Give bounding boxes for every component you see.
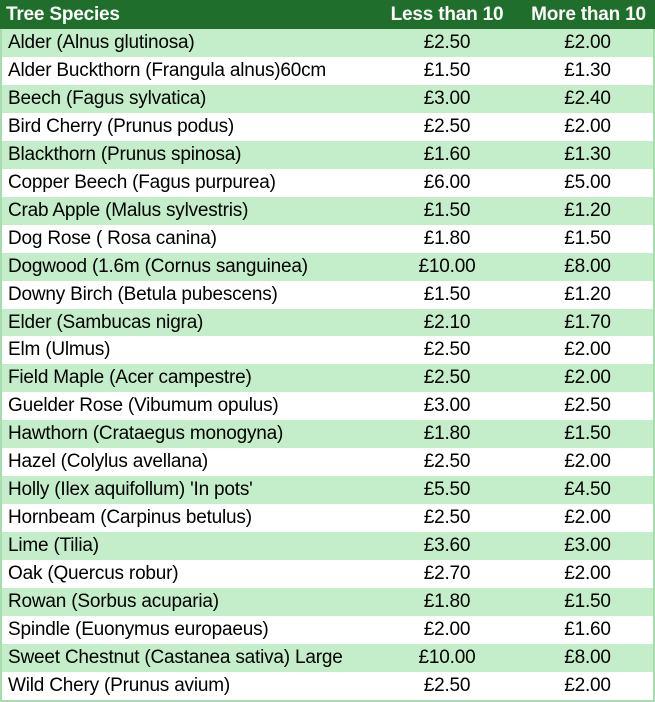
table-row: [2, 532, 653, 560]
table-row: [2, 57, 653, 85]
more-than-10-cell: £5.00: [564, 171, 611, 193]
table-row: [2, 113, 653, 141]
table-row: [2, 309, 653, 337]
less-than-10-cell: £3.00: [423, 87, 471, 109]
species-cell: Dogwood (1.6m (Cornus sanguinea): [8, 255, 308, 277]
less-than-10-cell: £10.00: [418, 255, 476, 277]
species-cell: Sweet Chestnut (Castanea sativa) Large: [8, 646, 343, 668]
table-row: [2, 392, 653, 420]
species-cell: Spindle (Euonymus europaeus): [8, 618, 269, 640]
table-row: [2, 336, 653, 364]
less-than-10-cell: £2.50: [423, 507, 471, 529]
species-cell: Rowan (Sorbus acuparia): [8, 591, 219, 613]
more-than-10-cell: £1.50: [564, 423, 611, 445]
table-row: [2, 141, 653, 169]
more-than-10-cell: £1.30: [564, 143, 611, 165]
less-than-10-cell: £1.50: [423, 283, 471, 305]
more-than-10-cell: £3.00: [564, 535, 611, 557]
species-cell: Dog Rose ( Rosa canina): [8, 227, 217, 249]
species-cell: Downy Birch (Betula pubescens): [8, 283, 278, 305]
table-row: [2, 253, 653, 281]
less-than-10-cell: £1.50: [423, 199, 471, 221]
species-cell: Alder (Alnus glutinosa): [8, 31, 195, 53]
less-than-10-cell: £3.00: [423, 395, 471, 417]
more-than-10-cell: £2.00: [564, 507, 611, 529]
species-cell: Alder Buckthorn (Frangula alnus)60cm: [8, 59, 327, 81]
table-row: [2, 588, 653, 616]
more-than-10-cell: £1.70: [564, 311, 611, 333]
less-than-10-cell: £2.50: [423, 451, 471, 473]
species-cell: Beech (Fagus sylvatica): [8, 87, 207, 109]
less-than-10-cell: £2.70: [423, 563, 471, 585]
species-cell: Field Maple (Acer campestre): [8, 367, 252, 389]
less-than-10-cell: £1.80: [423, 423, 471, 445]
species-cell: Hornbeam (Carpinus betulus): [8, 507, 252, 529]
more-than-10-cell: £2.00: [564, 451, 611, 473]
more-than-10-cell: £1.20: [564, 283, 611, 305]
table-row: [2, 29, 653, 57]
table-header-row: [0, 0, 655, 29]
table-row: [2, 616, 653, 644]
less-than-10-cell: £6.00: [423, 171, 471, 193]
species-cell: Copper Beech (Fagus purpurea): [8, 171, 276, 193]
more-than-10-cell: £2.00: [564, 367, 611, 389]
column-header-more-than-10: More than 10: [531, 3, 646, 25]
table-row: [2, 644, 653, 672]
species-cell: Crab Apple (Malus sylvestris): [8, 199, 249, 221]
species-cell: Holly (Ilex aquifollum) 'In pots': [8, 479, 253, 501]
table-row: [2, 448, 653, 476]
table-row: [2, 476, 653, 504]
column-header-species: Tree Species: [6, 3, 120, 25]
more-than-10-cell: £2.00: [564, 115, 611, 137]
less-than-10-cell: £2.00: [423, 618, 471, 640]
species-cell: Oak (Quercus robur): [8, 563, 179, 585]
more-than-10-cell: £2.40: [564, 87, 611, 109]
more-than-10-cell: £1.60: [564, 618, 611, 640]
less-than-10-cell: £2.50: [423, 674, 471, 696]
species-cell: Elder (Sambucas nigra): [8, 311, 204, 333]
more-than-10-cell: £1.30: [564, 59, 611, 81]
species-cell: Guelder Rose (Vibumum opulus): [8, 395, 279, 417]
more-than-10-cell: £2.00: [564, 339, 611, 361]
species-cell: Lime (Tilia): [8, 535, 99, 557]
less-than-10-cell: £3.60: [423, 535, 471, 557]
table-row: [2, 225, 653, 253]
less-than-10-cell: £2.50: [423, 367, 471, 389]
column-header-less-than-10: Less than 10: [390, 3, 504, 25]
more-than-10-cell: £2.00: [564, 31, 611, 53]
more-than-10-cell: £4.50: [564, 479, 611, 501]
table-body: [0, 29, 655, 702]
less-than-10-cell: £1.50: [423, 59, 471, 81]
table-row: [2, 169, 653, 197]
table-row: [2, 85, 653, 113]
more-than-10-cell: £2.50: [564, 395, 611, 417]
table-row: [2, 560, 653, 588]
less-than-10-cell: £1.80: [423, 591, 471, 613]
species-cell: Wild Chery (Prunus avium): [8, 674, 230, 696]
less-than-10-cell: £1.80: [423, 227, 471, 249]
more-than-10-cell: £8.00: [564, 646, 611, 668]
less-than-10-cell: £10.00: [418, 646, 476, 668]
more-than-10-cell: £1.50: [564, 227, 611, 249]
table-row: [2, 672, 653, 700]
table-row: [2, 364, 653, 392]
less-than-10-cell: £2.50: [423, 339, 471, 361]
less-than-10-cell: £2.10: [423, 311, 471, 333]
table-row: [2, 420, 653, 448]
more-than-10-cell: £8.00: [564, 255, 611, 277]
table-row: [2, 504, 653, 532]
table-row: [2, 281, 653, 309]
more-than-10-cell: £1.20: [564, 199, 611, 221]
species-cell: Bird Cherry (Prunus podus): [8, 115, 235, 137]
species-cell: Hazel (Colylus avellana): [8, 451, 209, 473]
species-cell: Blackthorn (Prunus spinosa): [8, 143, 242, 165]
species-cell: Elm (Ulmus): [8, 339, 111, 361]
less-than-10-cell: £1.60: [423, 143, 471, 165]
more-than-10-cell: £2.00: [564, 563, 611, 585]
less-than-10-cell: £2.50: [423, 115, 471, 137]
species-cell: Hawthorn (Crataegus monogyna): [8, 423, 284, 445]
table-row: [2, 197, 653, 225]
less-than-10-cell: £5.50: [423, 479, 471, 501]
more-than-10-cell: £1.50: [564, 591, 611, 613]
less-than-10-cell: £2.50: [423, 31, 471, 53]
more-than-10-cell: £2.00: [564, 674, 611, 696]
